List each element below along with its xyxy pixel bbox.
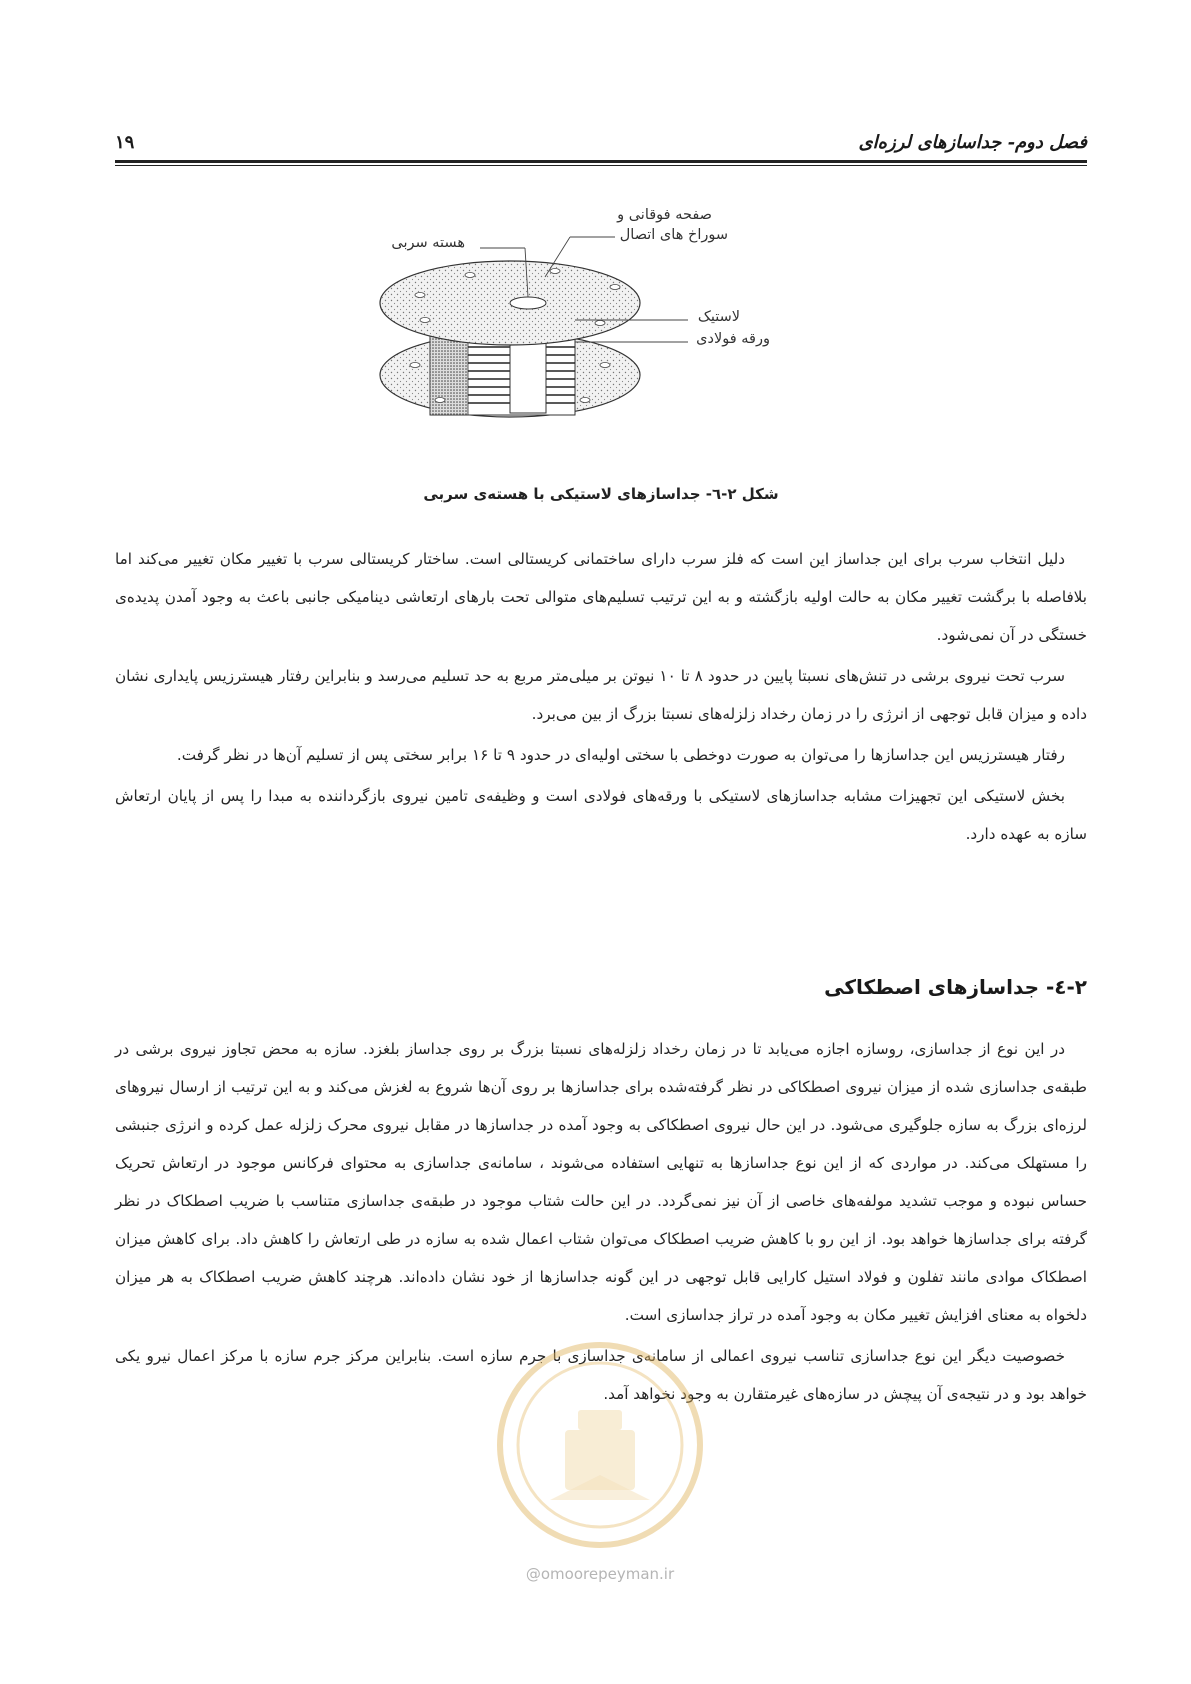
watermark-url: @omoorepeyman.ir xyxy=(525,1565,675,1583)
chapter-title: فصل دوم- جداسازهای لرزه‌ای xyxy=(858,132,1087,153)
label-holes: سوراخ های اتصال xyxy=(619,227,728,243)
label-top-plate: صفحه فوقانی و xyxy=(617,207,712,223)
watermark-logo xyxy=(490,1335,710,1555)
paragraph: رفتار هیسترزیس این جداسازها را می‌توان به صورت دوخطی با سختی اولیه‌ای در حدود ۹ تا ۱۶ برابر سختی پس از تسلیم آن‌ها در نظر گرفت. xyxy=(176,746,1065,764)
paragraph: در این نوع از جداسازی، روسازه اجازه می‌یابد تا در زمان رخداد زلزله‌های نسبتا بزرگ بر روی جداساز بلغزد. سازه به محض تجاوز نیروی برشی در طبقه‌ی جداسازی شده از میزان نیروی اصطکاکی در نظر گرفته‌شده برای جداسازها بر روی آن‌ها شروع به لغزش می‌کند و به این ترتیب از ارسال نیروهای لرزه‌ای بزرگ به سازه جلوگیری می‌شود. در این حال نیروی اصطکاکی به وجود آمده در جداسازها در مقابل نیروی محرک زلزله عمل کرده و انرژی جنبشی را مستهلک می‌کند. در مواردی که از این نوع جداسازها به تنهایی استفاده می‌شوند ، سامانه‌ی جداسازی به محتوای فرکانس موجود در ارتعاش تحریک حساس نبوده و موجب تشدید مولفه‌های خاصی از آن نیز نمی‌گردد. در این حالت شتاب موجود در طبقه‌ی جداسازی متناسب با ضریب اصطکاک در نظر گرفته برای جداسازها خواهد بود. از این رو با کاهش ضریب اصطکاک می‌توان شتاب اعمال شده به سازه در طی ارتعاش را کاهش داد. برای کاهش میزان اصطکاک موادی مانند تفلون و فولاد استیل کارایی قابل توجهی در این گونه جداسازها از خود نشان داده‌اند. هرچند کاهش ضریب اصطکاک به هر میزان دلخواه به معنای افزایش تغییر مکان به وجود آمده در تراز جداسازی است. xyxy=(115,1040,1087,1324)
figure-caption: شکل ۲-٦- جداسازهای لاستیکی با هسته‌ی سربی xyxy=(423,485,779,503)
label-lead-core: هسته سربی xyxy=(391,235,465,251)
lead-rubber-bearing-figure xyxy=(330,207,890,475)
paragraph: سرب تحت نیروی برشی در تنش‌های نسبتا پایین در حدود ۸ تا ۱۰ نیوتن بر میلی‌متر مربع به حد تسلیم می‌رسد و بنابراین رفتار هیسترزیس پایداری نشان داده و میزان قابل توجهی از انرژی را در زمان رخداد زلزله‌های نسبتا بزرگ از بین می‌برد. xyxy=(115,667,1087,723)
page-number: ۱۹ xyxy=(115,132,135,153)
paragraph: خصوصیت دیگر این نوع جداسازی تناسب نیروی اعمالی از سامانه‌ی جداسازی با جرم سازه است. بنابراین مرکز جرم سازه با مرکز اعمال نیرو یکی خواهد بود و در نتیجه‌ی آن پیچش در سازه‌های غیرمتقارن به وجود نخواهد آمد. xyxy=(115,1347,1087,1403)
paragraph: بخش لاستیکی این تجهیزات مشابه جداسازهای لاستیکی با ورقه‌های فولادی است و وظیفه‌ی تامین نیروی بازگرداننده به مبدا را پس از پایان ارتعاش سازه به عهده دارد. xyxy=(115,787,1087,843)
paragraph: دلیل انتخاب سرب برای این جداساز این است که فلز سرب دارای ساختمانی کریستالی است. ساختار کریستالی سرب با تغییر مکان تغییر می‌کند اما بلافاصله با برگشت تغییر مکان به حالت اولیه بازگشته و به این ترتیب تسلیم‌های متوالی تحت بارهای ارتعاشی دینامیکی جانبی باعث به وجود آمدن پدیده‌ی خستگی در آن نمی‌شود. xyxy=(115,550,1087,644)
body-text-block-1 xyxy=(115,540,1087,856)
header-rule-thin xyxy=(115,165,1087,166)
label-rubber: لاستیک xyxy=(697,309,740,325)
label-steel-sheet: ورقه فولادی xyxy=(696,331,770,347)
page-header xyxy=(115,128,1087,160)
header-rule xyxy=(115,160,1087,163)
section-heading: ۲-٤- جداسازهای اصطکاکی xyxy=(824,975,1087,999)
bearing-illustration xyxy=(330,215,890,475)
